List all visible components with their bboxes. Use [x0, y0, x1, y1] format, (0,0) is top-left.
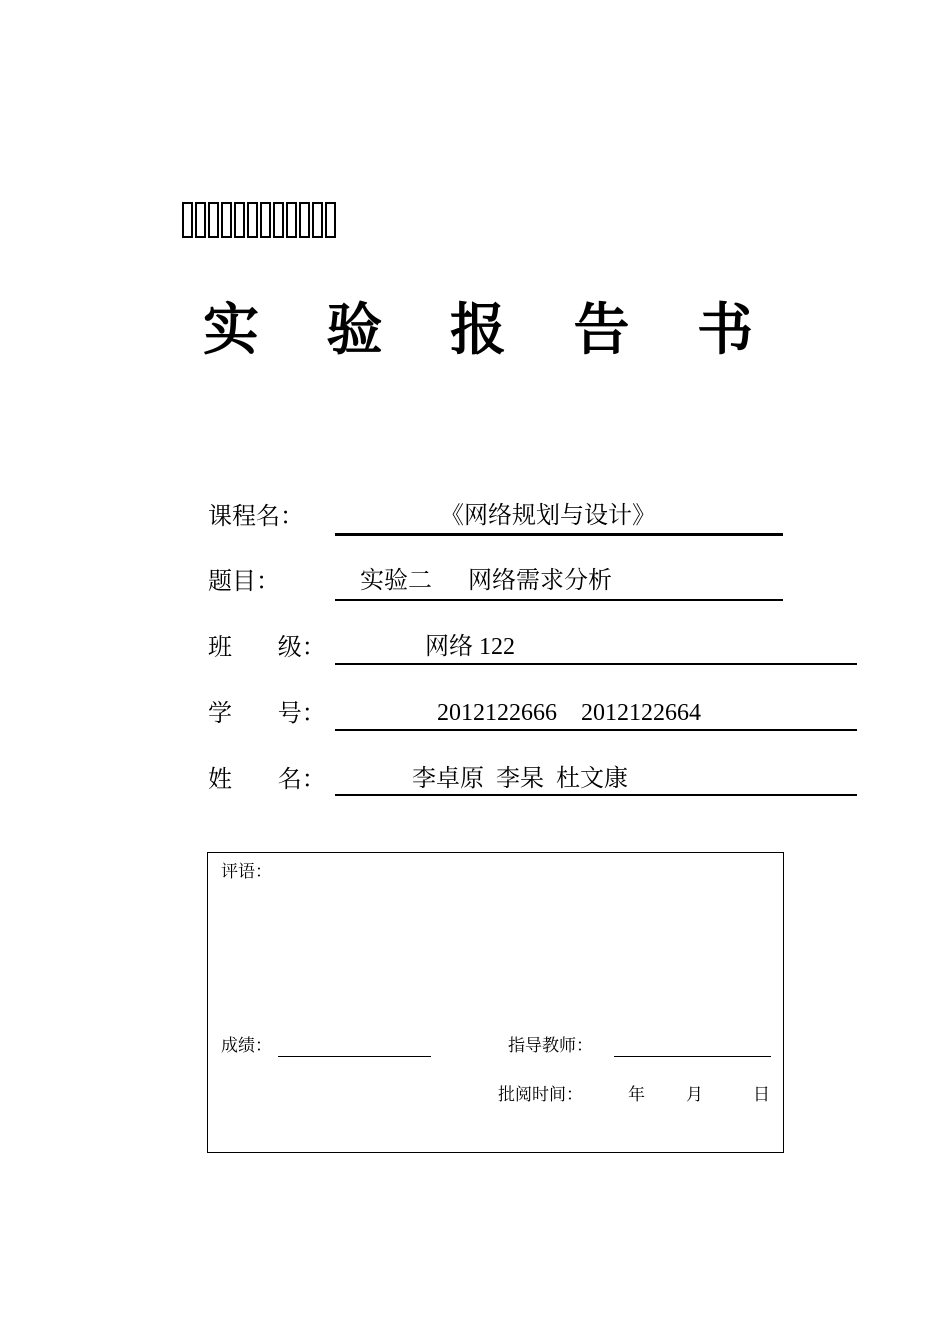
student-id-underline: [335, 729, 857, 731]
placeholder-box: [260, 202, 271, 238]
placeholder-box: [182, 202, 193, 238]
evaluation-box: [207, 852, 784, 1153]
placeholder-box: [286, 202, 297, 238]
placeholder-box: [312, 202, 323, 238]
name-value: 李卓原 李杲 杜文康: [412, 766, 628, 792]
year-label: 年: [628, 1085, 645, 1105]
teacher-underline: [614, 1056, 771, 1057]
topic-value: 实验二 网络需求分析: [360, 568, 612, 594]
class-value: 网络 122: [425, 634, 515, 660]
name-label: 姓 名：: [208, 765, 326, 793]
course-value: 《网络规划与设计》: [440, 503, 656, 529]
month-label: 月: [686, 1085, 703, 1105]
course-underline: [335, 533, 783, 536]
topic-underline: [335, 599, 783, 601]
placeholder-box: [234, 202, 245, 238]
placeholder-box: [299, 202, 310, 238]
placeholder-box: [221, 202, 232, 238]
placeholder-box: [208, 202, 219, 238]
placeholder-box: [247, 202, 258, 238]
grade-underline: [278, 1056, 431, 1057]
grade-label: 成绩：: [221, 1036, 272, 1056]
placeholder-box: [195, 202, 206, 238]
teacher-label: 指导教师：: [508, 1036, 593, 1056]
name-underline: [335, 794, 857, 796]
class-underline: [335, 663, 857, 665]
comment-label: 评语：: [221, 862, 272, 882]
review-time-label: 批阅时间：: [498, 1085, 583, 1105]
student-id-label: 学 号：: [208, 699, 326, 727]
placeholder-box: [273, 202, 284, 238]
class-label: 班 级：: [208, 633, 326, 661]
day-label: 日: [753, 1085, 770, 1105]
document-title: 实 验 报 告 书: [203, 297, 777, 363]
course-label: 课程名：: [208, 502, 304, 530]
student-id-value: 2012122666 2012122664: [437, 700, 701, 726]
topic-label: 题目：: [208, 567, 280, 595]
placeholder-box: [325, 202, 336, 238]
header-placeholder-boxes: [182, 202, 338, 238]
